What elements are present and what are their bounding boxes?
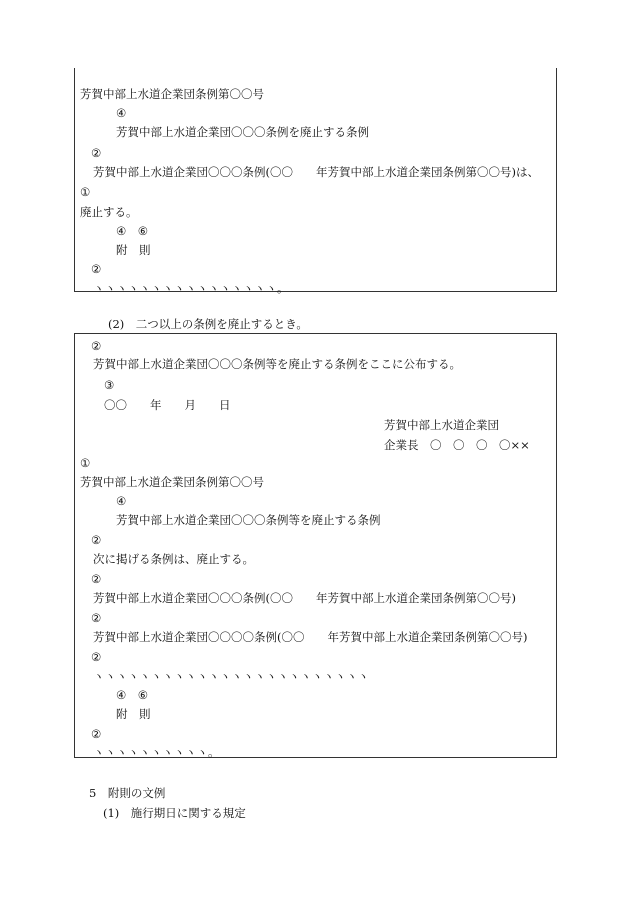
repealed-ordinance-1: 芳賀中部上水道企業団〇〇〇条例(〇〇 年芳賀中部上水道企業団条例第〇〇号) [93, 591, 516, 605]
circled-mark: ④ [116, 106, 127, 120]
circled-mark: ② [91, 339, 102, 353]
circled-mark: ② [91, 611, 102, 625]
section-heading-5: 5 附則の文例 [89, 786, 166, 800]
organization-name: 芳賀中部上水道企業団 [384, 418, 499, 432]
circled-mark: ② [91, 572, 102, 586]
circled-marks: ④ ⑥ [116, 224, 149, 238]
body-text: 廃止する。 [80, 205, 138, 219]
ordinance-title: 芳賀中部上水道企業団〇〇〇条例等を廃止する条例 [116, 513, 381, 527]
circled-marks: ④ ⑥ [116, 688, 149, 702]
supplementary-provision-heading: 附 則 [116, 243, 151, 257]
circled-mark: ④ [116, 494, 127, 508]
repeat-marks: ヽヽヽヽヽヽヽヽヽヽヽヽヽヽヽヽヽヽヽヽヽヽヽヽ [93, 669, 369, 683]
section-heading-2: (2) 二つ以上の条例を廃止するとき。 [108, 317, 308, 331]
repeat-marks: ヽヽヽヽヽヽヽヽヽヽ。 [93, 745, 220, 759]
ordinance-number: 芳賀中部上水道企業団条例第〇〇号 [80, 87, 264, 101]
circled-mark: ② [91, 146, 102, 160]
signatory: 企業長 〇 〇 〇 〇×× [384, 438, 530, 452]
promulgation-text: 芳賀中部上水道企業団〇〇〇条例等を廃止する条例をここに公布する。 [93, 357, 461, 371]
repeat-marks: ヽヽヽヽヽヽヽヽヽヽヽヽヽヽヽヽ。 [93, 281, 289, 295]
ordinance-number: 芳賀中部上水道企業団条例第〇〇号 [80, 475, 264, 489]
circled-mark: ② [91, 533, 102, 547]
circled-mark: ② [91, 727, 102, 741]
circled-mark: ③ [104, 378, 115, 392]
circled-mark: ① [80, 185, 91, 199]
circled-mark: ② [91, 650, 102, 664]
body-text: 芳賀中部上水道企業団〇〇〇条例(〇〇 年芳賀中部上水道企業団条例第〇〇号)は、 [93, 165, 539, 179]
example-box-single-repeal [74, 68, 557, 292]
circled-mark: ① [80, 456, 91, 470]
supplementary-provision-heading: 附 則 [116, 707, 151, 721]
date-line: 〇〇 年 月 日 [104, 398, 231, 412]
body-text: 次に掲げる条例は、廃止する。 [93, 552, 254, 566]
circled-mark: ② [91, 262, 102, 276]
subsection-heading-1: (1) 施行期日に関する規定 [103, 806, 246, 820]
repealed-ordinance-2: 芳賀中部上水道企業団〇〇〇〇条例(〇〇 年芳賀中部上水道企業団条例第〇〇号) [93, 630, 528, 644]
ordinance-title: 芳賀中部上水道企業団〇〇〇条例を廃止する条例 [116, 125, 369, 139]
